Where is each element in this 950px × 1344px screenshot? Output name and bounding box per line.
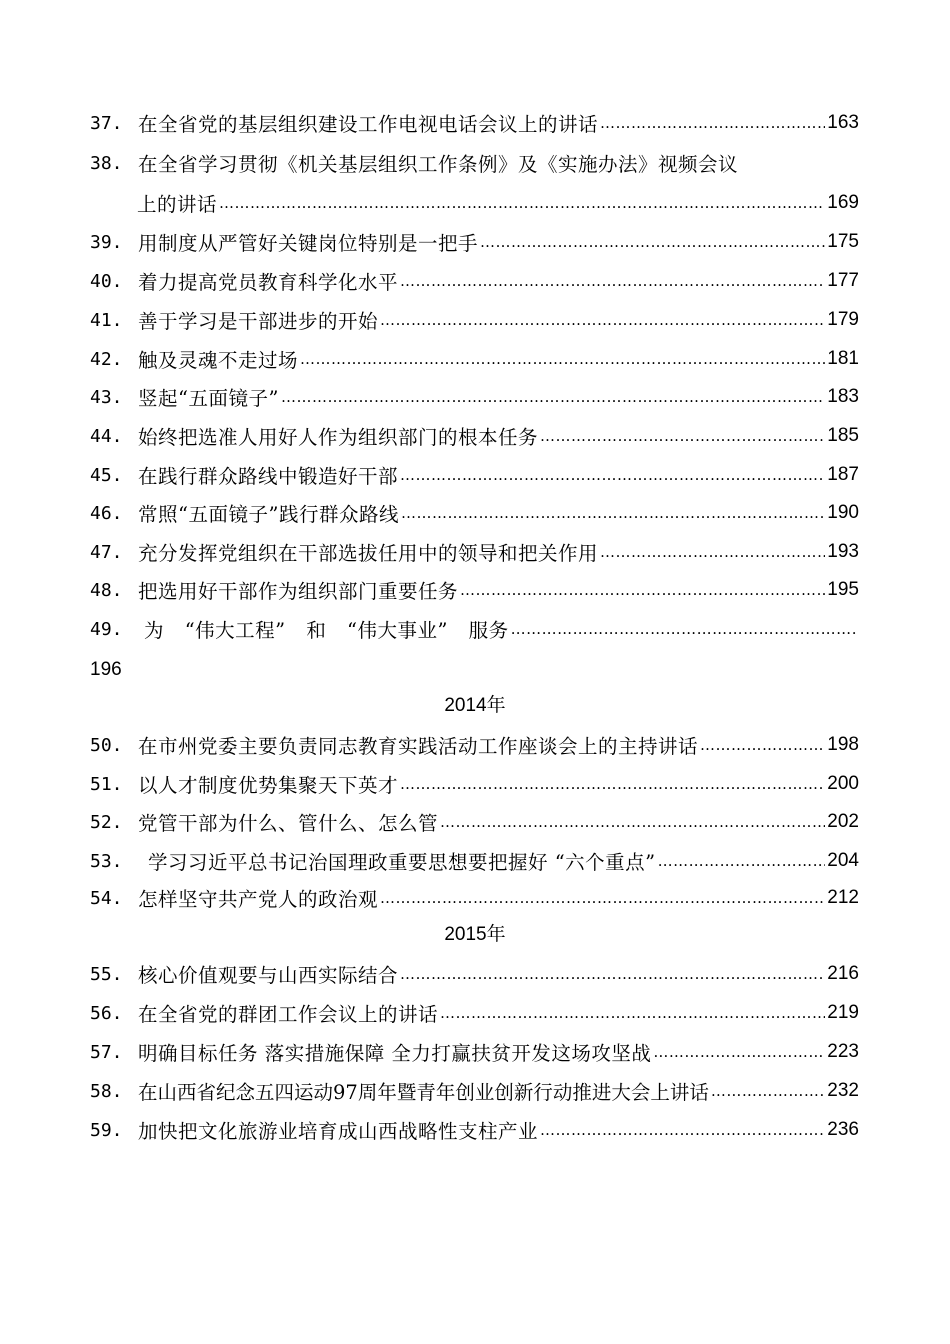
entry-title: 善于学习是干部进步的开始 [138, 310, 379, 333]
entry-title: 为 “伟大工程” 和 “伟大事业” 服务 [144, 619, 509, 642]
entry-number: 49. [90, 618, 123, 640]
entry-page-number: 202 [827, 811, 859, 832]
entry-title: 明确目标任务 落实措施保障 全力打赢扶贫开发这场攻坚战 [138, 1042, 652, 1065]
entry-number: 51. [90, 773, 123, 795]
entry-page-number: 200 [827, 773, 859, 794]
entry-page-number: 181 [827, 348, 859, 369]
toc-entry-58[interactable] [90, 1074, 859, 1108]
entry-number: 40. [90, 270, 123, 292]
toc-entry-59[interactable] [90, 1113, 859, 1147]
entry-number: 59. [90, 1119, 123, 1141]
entry-title: 加快把文化旅游业培育成山西战略性支柱产业 [138, 1120, 539, 1143]
entry-page-number: 232 [827, 1080, 859, 1101]
toc-entry-43[interactable] [90, 380, 859, 414]
entry-page-number: 163 [827, 112, 859, 133]
dot-leader [440, 1006, 825, 1021]
toc-entry-55[interactable] [90, 957, 859, 991]
entry-number: 39. [90, 231, 123, 253]
dot-leader [219, 196, 825, 211]
entry-title: 充分发挥党组织在干部选拔任用中的领导和把关作用 [138, 542, 599, 565]
dot-leader [400, 468, 825, 483]
toc-entry-56[interactable] [90, 996, 859, 1030]
entry-title: 在山西省纪念五四运动97周年暨青年创业创新行动推进大会上讲话 [138, 1081, 709, 1104]
toc-entry-45[interactable] [90, 458, 859, 492]
toc-entry-51[interactable] [90, 767, 859, 801]
entry-title: 核心价值观要与山西实际结合 [138, 964, 399, 987]
toc-entry-53[interactable] [90, 844, 859, 878]
entry-number: 42. [90, 348, 123, 370]
toc-entry-40[interactable] [90, 264, 859, 298]
entry-title: 在全省学习贯彻《机关基层组织工作条例》及《实施办法》视频会议 [138, 153, 739, 176]
toc-entry-50[interactable] [90, 728, 859, 762]
dot-leader [653, 1045, 825, 1060]
toc-entry-47[interactable] [90, 535, 859, 569]
entry-title: 在践行群众路线中锻造好干部 [138, 465, 399, 488]
dot-leader [658, 854, 826, 869]
entry-number: 37. [90, 112, 123, 134]
entry-number: 52. [90, 811, 123, 833]
entry-number: 53. [90, 850, 123, 872]
toc-entry-38[interactable] [90, 146, 859, 180]
entry-title: 党管干部为什么、管什么、怎么管 [138, 812, 439, 835]
entry-title: 怎样坚守共产党人的政治观 [138, 888, 379, 911]
entry-number: 57. [90, 1041, 123, 1063]
toc-entry-46[interactable] [90, 496, 859, 530]
dot-leader [511, 622, 857, 637]
entry-number: 58. [90, 1080, 123, 1102]
toc-entry-44[interactable] [90, 419, 859, 453]
entry-number: 38. [90, 152, 123, 174]
dot-leader [540, 1123, 825, 1138]
entry-title: 着力提高党员教育科学化水平 [138, 271, 399, 294]
entry-number: 46. [90, 502, 123, 524]
entry-page-number: 177 [827, 270, 859, 291]
entry-title: 常照“五面镜子”践行群众路线 [138, 503, 399, 526]
toc-entry-37[interactable] [90, 106, 859, 140]
entry-number: 45. [90, 464, 123, 486]
year-heading-2014: 2014年 [444, 695, 506, 716]
entry-title-continuation: 上的讲话 [137, 193, 218, 216]
entry-number: 47. [90, 541, 123, 563]
year-heading-2015: 2015年 [444, 924, 506, 945]
toc-entry-39[interactable] [90, 225, 859, 259]
dot-leader [480, 235, 825, 250]
entry-page-number: 219 [827, 1002, 859, 1023]
entry-page-number: 183 [827, 386, 859, 407]
toc-entry-49[interactable] [90, 612, 859, 646]
dot-leader [711, 1084, 825, 1099]
dot-leader [380, 313, 825, 328]
dot-leader [300, 352, 825, 367]
entry-title: 以人才制度优势集聚天下英才 [138, 774, 399, 797]
entry-page-number: 169 [827, 192, 859, 213]
dot-leader [401, 506, 825, 521]
entry-title: 在全省党的基层组织建设工作电视电话会议上的讲话 [138, 113, 599, 136]
entry-page-number-wrapped: 196 [90, 659, 122, 680]
toc-entry-48[interactable] [90, 573, 859, 607]
entry-title: 在全省党的群团工作会议上的讲话 [138, 1003, 439, 1026]
entry-page-number: 187 [827, 464, 859, 485]
toc-entry-41[interactable] [90, 303, 859, 337]
entry-number: 48. [90, 579, 123, 601]
entry-title: 把选用好干部作为组织部门重要任务 [138, 580, 459, 603]
entry-title: 在市州党委主要负责同志教育实践活动工作座谈会上的主持讲话 [138, 735, 699, 758]
entry-title: 触及灵魂不走过场 [138, 349, 299, 372]
entry-number: 44. [90, 425, 123, 447]
entry-number: 43. [90, 386, 123, 408]
dot-leader [440, 815, 825, 830]
dot-leader [400, 967, 825, 982]
entry-title: 用制度从严管好关键岗位特别是一把手 [138, 232, 479, 255]
dot-leader [400, 274, 825, 289]
toc-entry-57[interactable] [90, 1035, 859, 1069]
dot-leader [460, 583, 825, 598]
entry-page-number: 190 [827, 502, 859, 523]
entry-page-number: 223 [827, 1041, 859, 1062]
toc-entry-54[interactable] [90, 881, 859, 915]
entry-page-number: 236 [827, 1119, 859, 1140]
entry-page-number: 195 [827, 579, 859, 600]
entry-number: 56. [90, 1002, 123, 1024]
toc-entry-38-continuation[interactable] [137, 186, 859, 220]
dot-leader [600, 545, 825, 560]
dot-leader [281, 390, 825, 405]
entry-title: 竖起“五面镜子” [138, 387, 279, 410]
entry-page-number: 216 [827, 963, 859, 984]
entry-page-number: 198 [827, 734, 859, 755]
entry-page-number: 212 [827, 887, 859, 908]
entry-number: 41. [90, 309, 123, 331]
entry-page-number: 193 [827, 541, 859, 562]
dot-leader [380, 891, 825, 906]
entry-number: 55. [90, 963, 123, 985]
dot-leader [540, 429, 825, 444]
entry-title: 始终把选准人用好人作为组织部门的根本任务 [138, 426, 539, 449]
entry-page-number: 175 [827, 231, 859, 252]
entry-page-number: 204 [827, 850, 859, 871]
toc-entry-42[interactable] [90, 342, 859, 376]
toc-entry-52[interactable] [90, 805, 859, 839]
dot-leader [400, 777, 825, 792]
entry-page-number: 185 [827, 425, 859, 446]
dot-leader [600, 116, 825, 131]
entry-number: 50. [90, 734, 123, 756]
entry-number: 54. [90, 887, 123, 909]
dot-leader [700, 738, 825, 753]
entry-page-number: 179 [827, 309, 859, 330]
entry-title: 学习习近平总书记治国理政重要思想要把握好 “六个重点” [148, 851, 656, 874]
